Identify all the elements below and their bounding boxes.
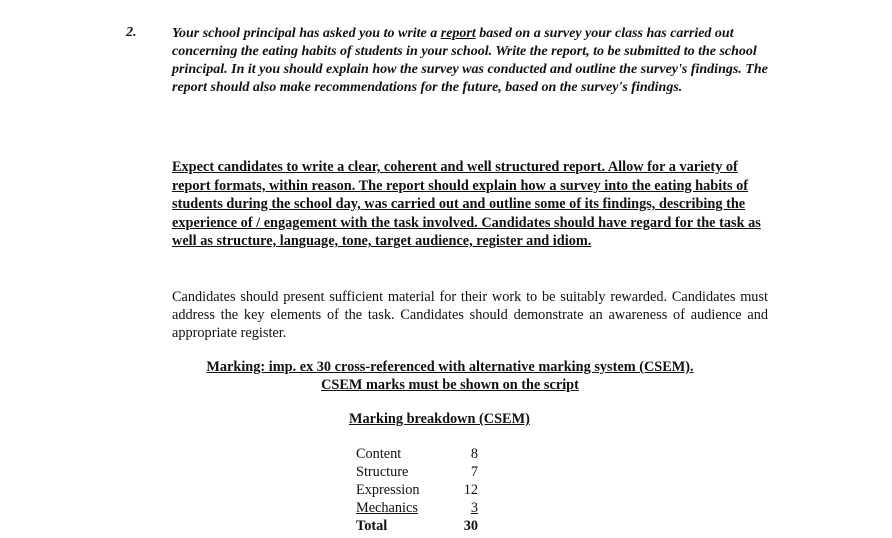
breakdown-label: Mechanics xyxy=(356,500,418,516)
breakdown-label: Structure xyxy=(356,464,409,480)
expectation-paragraph: Expect candidates to write a clear, coherent and well structured report. Allow for a variety of report formats, within reason. The report should explain how a survey into the eating habits of students during the school day, was carried out and outline some of its findings, describing the experience of / engagement with the task involved. Candidates should have regard for the task as well as structure, language, tone, target audience, register and idiom. xyxy=(172,159,761,249)
marking-instructions xyxy=(150,358,750,394)
question-underlined-word: report xyxy=(440,26,476,41)
breakdown-total-label: Total xyxy=(356,518,388,534)
marking-line-2: CSEM marks must be shown on the script xyxy=(321,377,579,393)
question-number: 2. xyxy=(126,25,137,40)
breakdown-row-structure xyxy=(356,463,478,481)
question-text-after: based on a survey your class has carried out concerning the eating habits of students in your school. Write the report, to be submitted to the school principal. In it you should explain how the survey was conducted and outline the survey's findings. The report should also make recommendations for the future, based on the survey's findings. xyxy=(172,26,768,95)
guidance-paragraph: Candidates should present sufficient material for their work to be suitably rewarded. Candidates must address the key elements of the task. Candidates should demonstrate an awareness of audience and appropriate register. xyxy=(172,289,768,341)
breakdown-label: Content xyxy=(356,446,402,462)
question-text xyxy=(172,25,772,97)
breakdown-table xyxy=(356,445,478,535)
breakdown-label: Expression xyxy=(356,482,420,498)
breakdown-value: 3 xyxy=(470,500,478,516)
breakdown-title: Marking breakdown (CSEM) xyxy=(349,411,530,427)
breakdown-value: 12 xyxy=(463,482,478,498)
breakdown-row-mechanics xyxy=(356,499,478,517)
breakdown-row-content xyxy=(356,445,478,463)
breakdown-value: 8 xyxy=(470,446,478,462)
marking-line-1: Marking: imp. ex 30 cross-referenced with alternative marking system (CSEM). xyxy=(206,359,694,375)
breakdown-row-expression xyxy=(356,481,478,499)
breakdown-total-value: 30 xyxy=(463,518,478,534)
breakdown-row-total xyxy=(356,517,478,535)
question-text-before: Your school principal has asked you to write a xyxy=(172,26,441,41)
breakdown-value: 7 xyxy=(470,464,478,480)
